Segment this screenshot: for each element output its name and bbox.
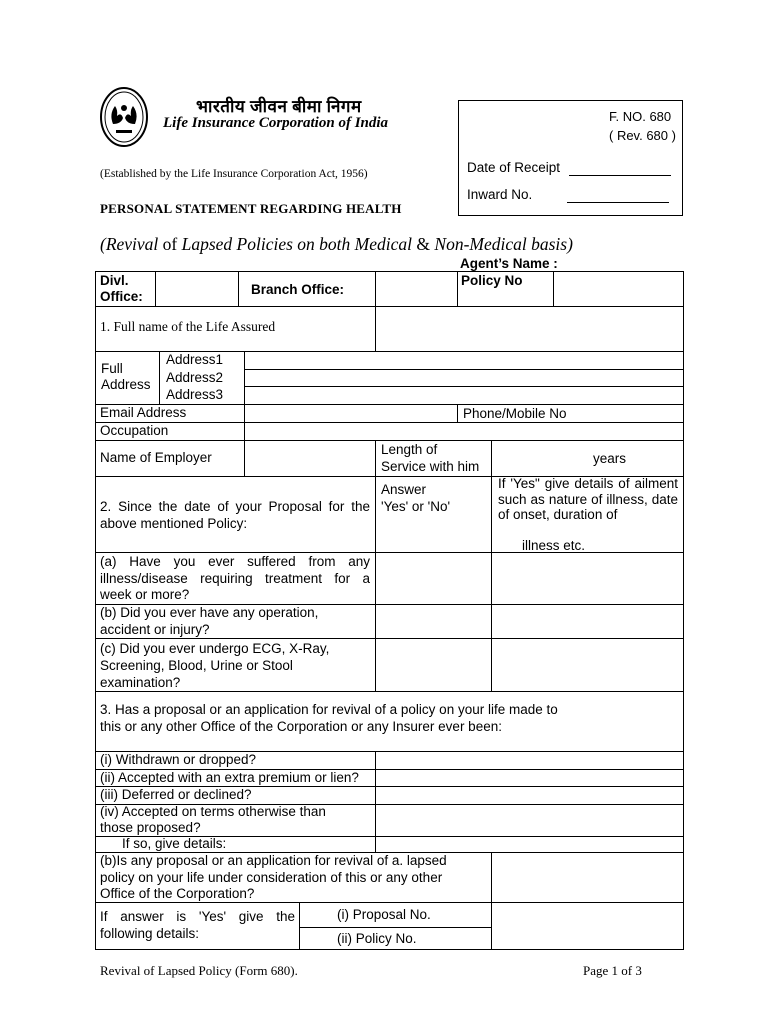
q2c-ecg-question: (c) Did you ever undergo ECG, X-Ray, Screening, Blood, Urine or Stool examination? <box>100 641 330 690</box>
q3iv-other-terms: (iv) Accepted on terms otherwise than those proposed? <box>100 804 326 835</box>
occupation-field[interactable] <box>245 423 683 440</box>
illness-etc-label: illness etc. <box>522 538 586 553</box>
proposal-no-label: (i) Proposal No. <box>337 907 431 922</box>
q3i-withdrawn: (i) Withdrawn or dropped? <box>100 752 257 767</box>
q3b-pending-proposal: (b)Is any proposal or an application for revival of a. lapsed policy on your life under consideration of this or any other Office of the Corporation? <box>100 853 447 901</box>
q2a-illness-question: (a) Have you ever suffered from any illness/disease requiring treatment for a week or more? <box>100 554 370 602</box>
q2b-operation-question: (b) Did you ever have any operation, accident or injury? <box>100 605 319 637</box>
full-name-field[interactable] <box>376 307 683 351</box>
q3i-answer-field[interactable] <box>376 752 683 769</box>
branch-office-label: Branch Office: <box>251 282 345 297</box>
form-title: PERSONAL STATEMENT REGARDING HEALTH <box>100 201 402 216</box>
policy-no2-field[interactable] <box>492 928 683 949</box>
form-number-box <box>458 100 683 216</box>
email-label: Email Address <box>100 405 187 420</box>
q2b-answer-field[interactable] <box>376 605 491 638</box>
divl-office-field[interactable] <box>156 272 238 306</box>
answer-yes-no-label: Answer 'Yes' or 'No' <box>381 482 451 514</box>
q3iii-answer-field[interactable] <box>376 787 683 804</box>
address3-field[interactable] <box>245 387 683 404</box>
agent-name-label: Agent’s Name : <box>460 256 558 271</box>
form-subtitle: (Revival of Lapsed Policies on both Medical & Non-Medical basis) <box>100 234 573 254</box>
footer-form-name: Revival of Lapsed Policy (Form 680). <box>100 963 298 978</box>
full-name-label: 1. Full name of the Life Assured <box>100 319 276 334</box>
email-field[interactable] <box>245 405 457 422</box>
if-so-details-field[interactable] <box>376 837 683 852</box>
length-of-service-label: Length of Service with him <box>381 442 480 474</box>
phone-label: Phone/Mobile No <box>463 406 567 421</box>
if-answer-yes-label: If answer is 'Yes' give the following details: <box>100 909 295 941</box>
address3-label: Address3 <box>166 387 224 402</box>
date-of-receipt-field[interactable] <box>569 175 671 176</box>
q2a-details-field[interactable] <box>492 553 683 604</box>
address1-label: Address1 <box>166 352 224 367</box>
inward-no-field[interactable] <box>567 202 669 203</box>
org-name-english: Life Insurance Corporation of India <box>163 115 389 131</box>
q3iv-answer-field[interactable] <box>376 805 683 836</box>
branch-office-field[interactable] <box>376 272 457 306</box>
q2c-answer-field[interactable] <box>376 639 491 691</box>
q2-since-proposal: 2. Since the date of your Proposal for the above mentioned Policy: <box>100 499 370 531</box>
date-of-receipt-label: Date of Receipt <box>467 160 561 175</box>
full-address-label: Full Address <box>101 361 151 392</box>
q2a-answer-field[interactable] <box>376 553 491 604</box>
address2-field[interactable] <box>245 370 683 386</box>
lic-emblem-icon <box>99 86 149 148</box>
address2-label: Address2 <box>166 370 224 385</box>
occupation-label: Occupation <box>100 423 169 438</box>
divl-office-label: Divl. Office: <box>100 273 143 304</box>
q2b-details-field[interactable] <box>492 605 683 638</box>
q3iii-deferred: (iii) Deferred or declined? <box>100 787 252 802</box>
established-note: (Established by the Life Insurance Corporation Act, 1956) <box>100 168 368 180</box>
form-number: F. NO. 680 ( Rev. 680 ) <box>609 109 676 143</box>
org-name-hindi: भारतीय जीवन बीमा निगम <box>196 97 362 116</box>
inward-no-label: Inward No. <box>467 187 533 202</box>
q3ii-answer-field[interactable] <box>376 770 683 786</box>
employer-label: Name of Employer <box>100 450 212 465</box>
years-label: years <box>593 451 627 466</box>
address1-field[interactable] <box>245 352 683 369</box>
policy-no-label: Policy No <box>461 273 523 288</box>
page-number: Page 1 of 3 <box>583 963 642 978</box>
policy-no-field[interactable] <box>554 272 683 306</box>
if-yes-details-label: If 'Yes" give details of ailment such as nature of illness, date of onset, duration of <box>498 476 678 522</box>
if-so-details-label: If so, give details: <box>122 836 227 851</box>
q3b-answer-field[interactable] <box>492 853 683 902</box>
employer-field[interactable] <box>245 441 375 476</box>
q3-prior-proposal-question: 3. Has a proposal or an application for revival of a policy on your life made to this or any other Office of the Corporation or any Insurer ever been: <box>100 702 558 734</box>
q3ii-extra-premium: (ii) Accepted with an extra premium or lien? <box>100 770 359 785</box>
proposal-no-field[interactable] <box>492 903 683 927</box>
q2c-details-field[interactable] <box>492 639 683 691</box>
policy-no2-label: (ii) Policy No. <box>337 931 417 946</box>
